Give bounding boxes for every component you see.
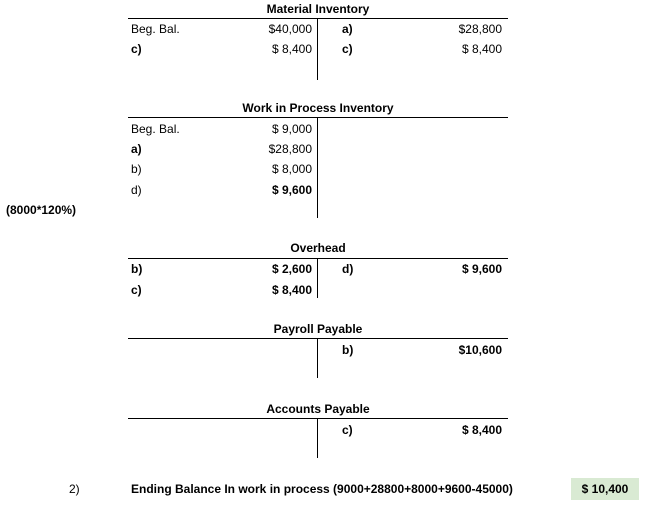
wip-left-amount-4: $ 9,600 [271,183,312,197]
wip-inventory-hline [128,117,508,118]
wip-inventory-title: Work in Process Inventory [242,101,394,115]
accounts-payable-title: Accounts Payable [266,402,370,416]
material-inventory-hline [128,18,508,19]
question-number: 2) [69,482,80,496]
overhead-left-label-1: b) [131,262,143,276]
payable-right-label-1: c) [342,423,353,437]
material-left-label-1: Beg. Bal. [131,22,180,36]
material-left-amount-2: $ 8,400 [271,42,312,56]
ending-balance-answer: $ 10,400 [571,478,639,500]
overhead-left-label-2: c) [131,283,142,297]
overhead-left-amount-2: $ 8,400 [271,283,312,297]
side-note: (8000*120%) [6,203,77,217]
material-right-label-2: c) [342,42,353,56]
accounts-payable-vline [317,418,318,458]
payroll-right-amount-1: $10,600 [458,343,502,357]
payable-right-amount-1: $ 8,400 [461,423,502,437]
wip-left-label-4: d) [131,183,142,197]
material-right-amount-1: $28,800 [458,22,502,36]
wip-left-amount-3: $ 8,000 [271,162,312,176]
overhead-title: Overhead [290,241,346,255]
accounts-payable-hline [128,418,508,419]
overhead-left-amount-1: $ 2,600 [271,262,312,276]
wip-left-label-1: Beg. Bal. [131,122,180,136]
overhead-right-amount-1: $ 9,600 [461,262,502,276]
wip-left-label-2: a) [131,142,142,156]
ending-balance-text: Ending Balance In work in process (9000+28800+8000+9600-45000) [131,482,513,496]
wip-inventory-vline [317,117,318,218]
payroll-payable-hline [128,338,508,339]
overhead-vline [317,258,318,298]
payroll-right-label-1: b) [342,343,354,357]
overhead-right-label-1: d) [342,262,354,276]
wip-left-label-3: b) [131,162,142,176]
material-left-amount-1: $40,000 [268,22,312,36]
payroll-payable-vline [317,338,318,378]
material-inventory-vline [317,18,318,80]
payroll-payable-title: Payroll Payable [273,322,363,336]
wip-left-amount-1: $ 9,000 [271,122,312,136]
overhead-hline [128,258,508,259]
material-right-label-1: a) [342,22,353,36]
wip-left-amount-2: $28,800 [268,142,312,156]
material-left-label-2: c) [131,42,142,56]
material-inventory-title: Material Inventory [266,2,370,16]
material-right-amount-2: $ 8,400 [461,42,502,56]
